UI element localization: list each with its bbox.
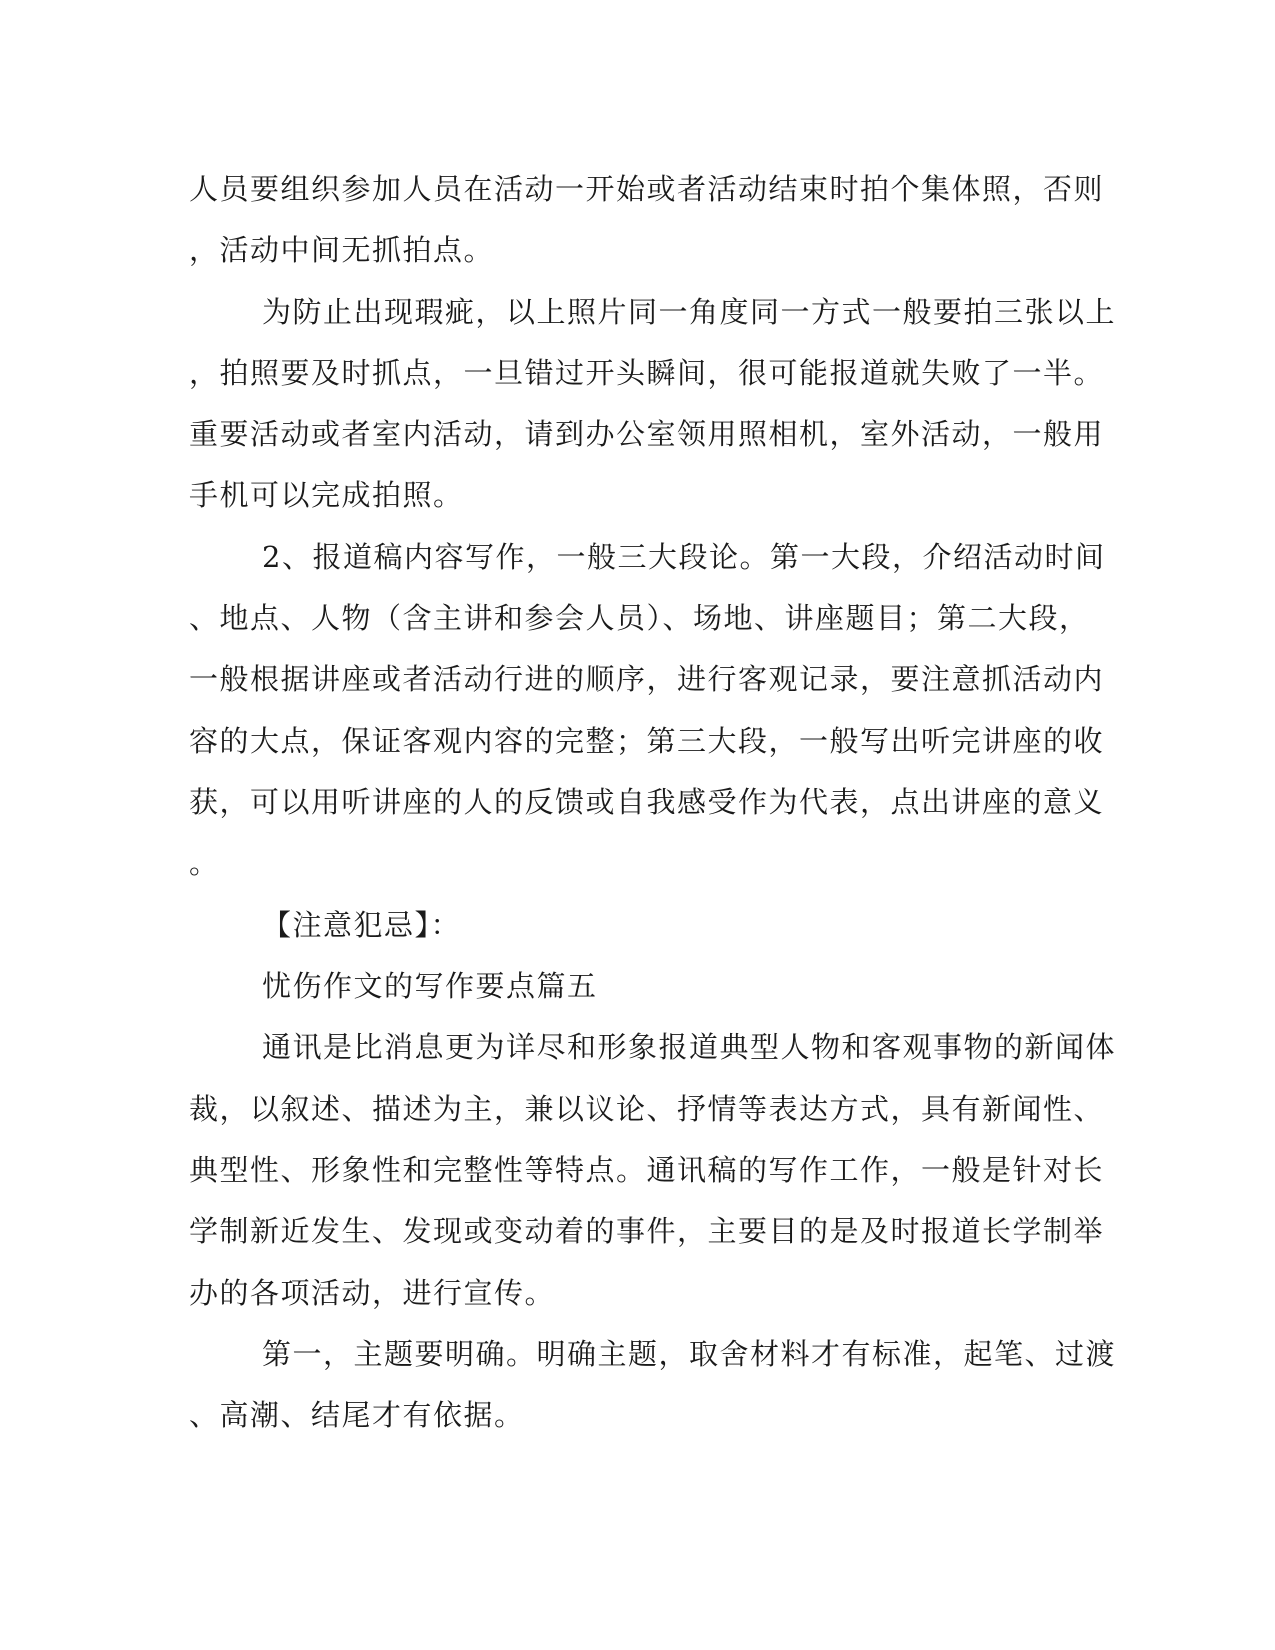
text-line: 容的大点，保证客观内容的完整；第三大段，一般写出听完讲座的收 <box>189 724 1105 758</box>
section-heading: 忧伤作文的写作要点篇五 <box>262 969 598 1003</box>
text-line: 办的各项活动，进行宣传。 <box>189 1276 556 1310</box>
text-line: ，活动中间无抓拍点。 <box>189 233 495 267</box>
note-heading: 【注意犯忌】： <box>262 908 462 942</box>
text-line: 典型性、形象性和完整性等特点。通讯稿的写作工作，一般是针对长 <box>189 1153 1105 1187</box>
text-line: 学制新近发生、发现或变动着的事件，主要目的是及时报道长学制举 <box>189 1214 1105 1248</box>
text-line: ，拍照要及时抓点，一旦错过开头瞬间，很可能报道就失败了一半。 <box>189 356 1105 390</box>
paragraph-first-line: 2、报道稿内容写作，一般三大段论。第一大段，介绍活动时间 <box>262 540 1106 574</box>
text-line: 人员要组织参加人员在活动一开始或者活动结束时拍个集体照，否则 <box>189 172 1105 206</box>
text-line: 重要活动或者室内活动，请到办公室领用照相机，室外活动，一般用 <box>189 417 1105 451</box>
paragraph-first-line: 通讯是比消息更为详尽和形象报道典型人物和客观事物的新闻体 <box>262 1030 1117 1064</box>
paragraph-first-line: 为防止出现瑕疵，以上照片同一角度同一方式一般要拍三张以上 <box>262 295 1117 329</box>
text-line: 、高潮、结尾才有依据。 <box>189 1398 525 1432</box>
paragraph-first-line: 第一，主题要明确。明确主题，取舍材料才有标准，起笔、过渡 <box>262 1337 1117 1371</box>
text-line: 一般根据讲座或者活动行进的顺序，进行客观记录，要注意抓活动内 <box>189 662 1105 696</box>
text-line: 手机可以完成拍照。 <box>189 478 464 512</box>
text-line: 裁，以叙述、描述为主，兼以议论、抒情等表达方式，具有新闻性、 <box>189 1092 1105 1126</box>
text-line: 、地点、人物（含主讲和参会人员）、场地、讲座题目；第二大段， <box>189 601 1090 635</box>
text-line: 。 <box>189 846 220 880</box>
text-line: 获，可以用听讲座的人的反馈或自我感受作为代表，点出讲座的意义 <box>189 785 1105 819</box>
